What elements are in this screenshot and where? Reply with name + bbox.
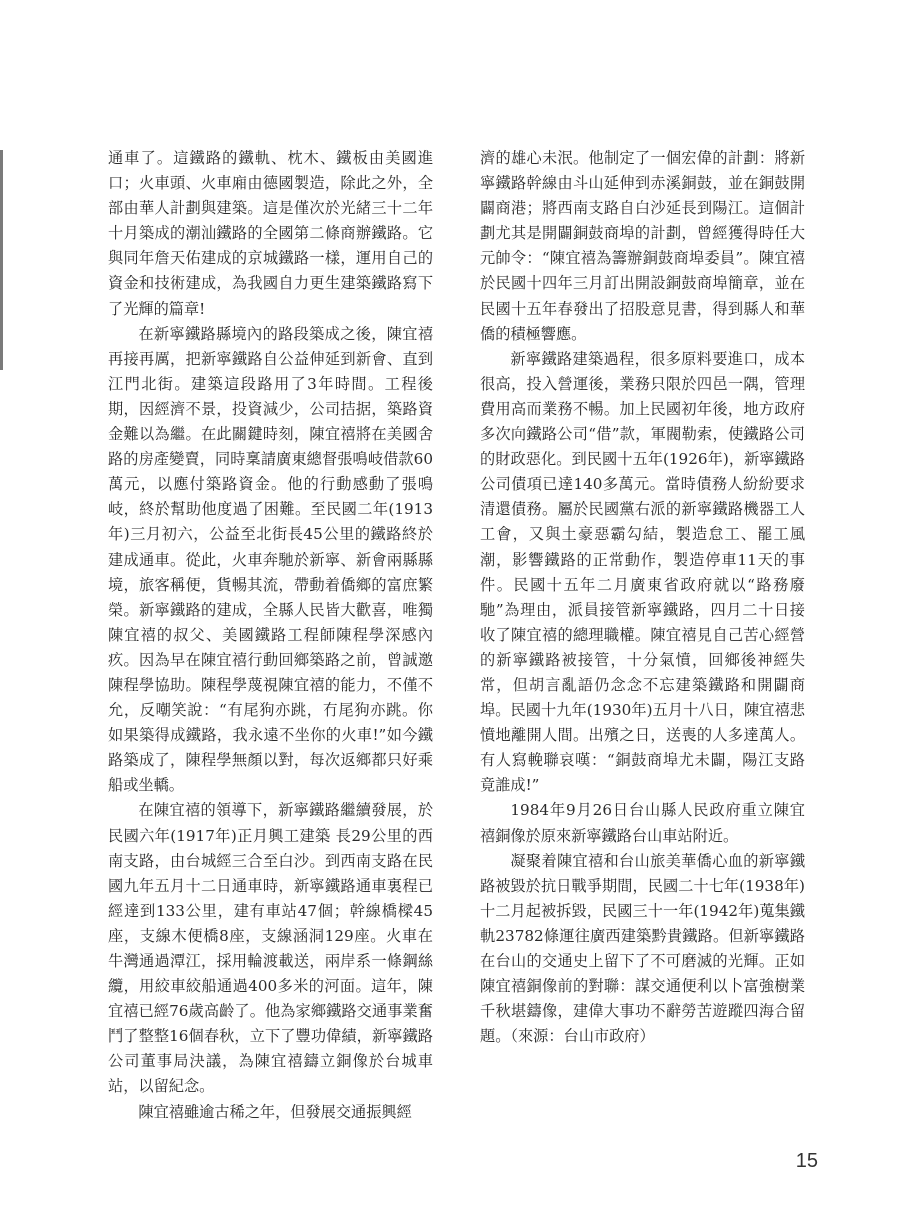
- paragraph: 1984年9月26日台山縣人民政府重立陳宜禧銅像於原來新寧鐵路台山車站附近。: [480, 801, 805, 845]
- paragraph: 濟的雄心未泯。他制定了一個宏偉的計劃：將新寧鐵路幹線由斗山延伸到赤溪銅鼓，並在銅鼓開闢商港；將西南支路自白沙延長到陽江。這個計劃尤其是開闢銅鼓商埠的計劃，曾經獲得時任大元帥令：“陳宜禧為籌辦銅鼓商埠委員”。陳宜禧於民國十四年三月訂出開設銅鼓商埠簡章，並在民國十五年春發出了招股意見書，得到縣人和華僑的積極響應。: [480, 149, 805, 343]
- paragraph: 新寧鐵路建築過程，很多原料要進口，成本很高，投入營運後，業務只限於四邑一隅，管理費用高而業務不暢。加上民國初年後，地方政府多次向鐵路公司“借”款，軍閥勒索，使鐵路公司的財政惡化。到民國十五年(1926年)，新寧鐵路公司債項已達140多萬元。當時債務人紛紛要求清還債務。屬於民國黨右派的新寧鐵路機器工人工會，又與土豪惡霸勾結，製造怠工、罷工風潮，影響鐵路的正常動作，製造停車11天的事件。民國十五年二月廣東省政府就以“路務廢馳”為理由，派員接管新寧鐵路，四月二十日接收了陳宜禧的總理職權。陳宜禧見自己苦心經營的新寧鐵路被接管，十分氣憤，回鄉後神經失常，但胡言亂語仍念念不忘建築鐵路和開闢商埠。民國十九年(1930年)五月十八日，陳宜禧悲憤地離開人間。出殯之日，送喪的人多達萬人。有人寫輓聯哀嘆：“銅鼓商埠尤未闢，陽江支路竟誰成!”: [480, 349, 805, 795]
- paragraph: 陳宜禧雖逾古稀之年，但發展交通振興經: [138, 1102, 412, 1121]
- right-text-column: [480, 146, 805, 1049]
- left-text-column: [108, 146, 433, 1125]
- margin-rule: [0, 150, 3, 370]
- paragraph: 在陳宜禧的領導下，新寧鐵路繼續發展，於民國六年(1917年)正月興工建築 長29公里的西南支路，由台城經三合至白沙。到西南支路在民國九年五月十二日通車時，新寧鐵路通車裏程已經達到133公里，建有車站47個；幹線橋樑45座，支線木便橋8座，支線涵洞129座。火車在牛灣通過潭江，採用輪渡載送，兩岸系一條鋼絲纜，用絞車絞船通過400多米的河面。這年，陳宜禧已經76歲高齡了。他為家鄉鐵路交通事業奮鬥了整整16個春秋，立下了豐功偉績，新寧鐵路公司董事局決議，為陳宜禧鑄立銅像於台城車站，以留紀念。: [108, 801, 433, 1096]
- paragraph: 在新寧鐵路縣境內的路段築成之後，陳宜禧再接再厲，把新寧鐵路自公益伸延到新會、直到江門北街。建築這段路用了3年時間。工程後期，因經濟不景，投資減少，公司拮据，築路資金難以為繼。在此關鍵時刻，陳宜禧將在美國舍路的房產變賣，同時稟請廣東總督張鳴岐借款60萬元，以應付築路資金。他的行動感動了張鳴岐，終於幫助他度過了困難。至民國二年(1913年)三月初六，公益至北街長45公里的鐵路終於建成通車。從此，火車奔馳於新寧、新會兩縣縣境，旅客稱便，貨暢其流，帶動着僑鄉的富庶繁榮。新寧鐵路的建成，全縣人民皆大歡喜，唯獨陳宜禧的叔父、美國鐵路工程師陳程學深感內疚。因為早在陳宜禧行動回鄉築路之前，曾誠邀陳程學協助。陳程學蔑視陳宜禧的能力，不僅不允，反嘲笑說：“有尾狗亦跳，冇尾狗亦跳。你如果築得成鐵路，我永遠不坐你的火車!”如今鐵路築成了，陳程學無顏以對，每次返鄉都只好乘船或坐轎。: [108, 324, 433, 795]
- page-number: 15: [795, 1150, 818, 1172]
- paragraph: 通車了。這鐵路的鐵軌、枕木、鐵板由美國進口；火車頭、火車廂由德國製造，除此之外，全部由華人計劃與建築。這是僅次於光緒三十二年十月築成的潮汕鐵路的全國第二條商辦鐵路。它與同年詹天佑建成的京城鐵路一樣，運用自己的資金和技術建成，為我國自力更生建築鐵路寫下了光輝的篇章!: [108, 149, 433, 318]
- paragraph: 凝聚着陳宜禧和台山旅美華僑心血的新寧鐵路被毀於抗日戰爭期間，民國二十七年(1938年)十二月起被拆毀，民國三十一年(1942年)蒐集鐵軌23782條運往廣西建築黔貴鐵路。但新寧鐵路在台山的交通史上留下了不可磨滅的光輝。正如陳宜禧銅像前的對聯：謀交通便利以卜富強樹業千秋堪鑄像，建偉大事功不辭勞苦遊蹤四海合留題。（來源：台山市政府）: [480, 851, 805, 1046]
